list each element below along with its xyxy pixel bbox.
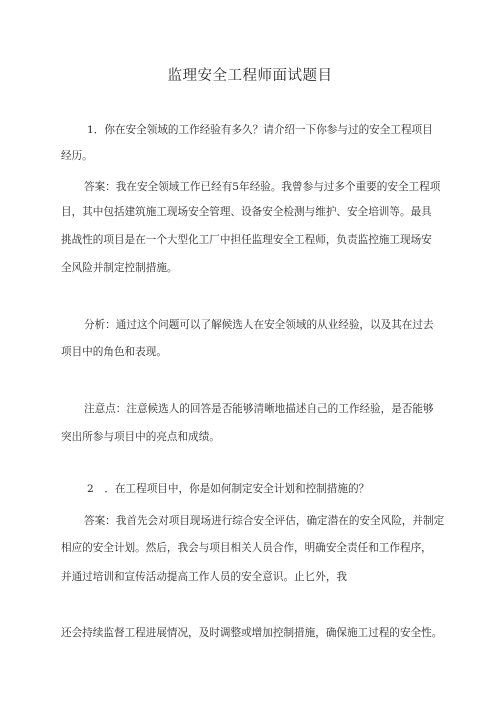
document-title: 监理安全工程师面试题目 <box>167 68 333 84</box>
paragraph-line: 注意点：注意候选人的回答是否能够清晰地描述自己的工作经验，是否能够 <box>84 403 434 415</box>
paragraph-line: 还会持续监督工程进展情况，及时调整或增加控制措施，确保施工过程的安全性。 <box>61 627 443 639</box>
paragraph-line: 答案：我首先会对项目现场进行综合安全评估，确定潜在的安全风险，并制定 <box>84 515 445 527</box>
paragraph-line: 全风险并制定控制措施。 <box>61 262 178 274</box>
paragraph-line: 项目中的角色和表现。 <box>61 346 167 358</box>
paragraph-line: 突出所参与项目中的亮点和成绩。 <box>61 431 220 443</box>
paragraph-line: 挑战性的项目是在一个大型化工厂中担任监理安全工程师，负责监控施工现场安 <box>61 234 432 246</box>
paragraph-line: 1．你在安全领域的工作经验有多久？请介绍一下你参与过的安全工程项目 <box>87 124 433 136</box>
paragraph-line: 目，其中包括建筑施工现场安全管理、设备安全检测与维护、安全培训等。最具 <box>61 206 432 218</box>
paragraph-line: 分析：通过这个问题可以了解候选人在安全领域的从业经验，以及其在过去 <box>84 319 434 331</box>
paragraph-line: 2 ．在工程项目中，你是如何制定安全计划和控制措施的？ <box>87 483 370 495</box>
paragraph-line: 经历。 <box>61 150 93 162</box>
paragraph-line: 相应的安全计划。然后，我会与项目相关人员合作，明确安全责任和工作程序， <box>61 542 432 554</box>
paragraph-line: 并通过培训和宣传活动提高工作人员的安全意识。止匕外，我 <box>61 571 348 583</box>
paragraph-line: 答案：我在安全领域工作已经有5年经验。我曾参与过多个重要的安全工程项 <box>84 181 441 193</box>
